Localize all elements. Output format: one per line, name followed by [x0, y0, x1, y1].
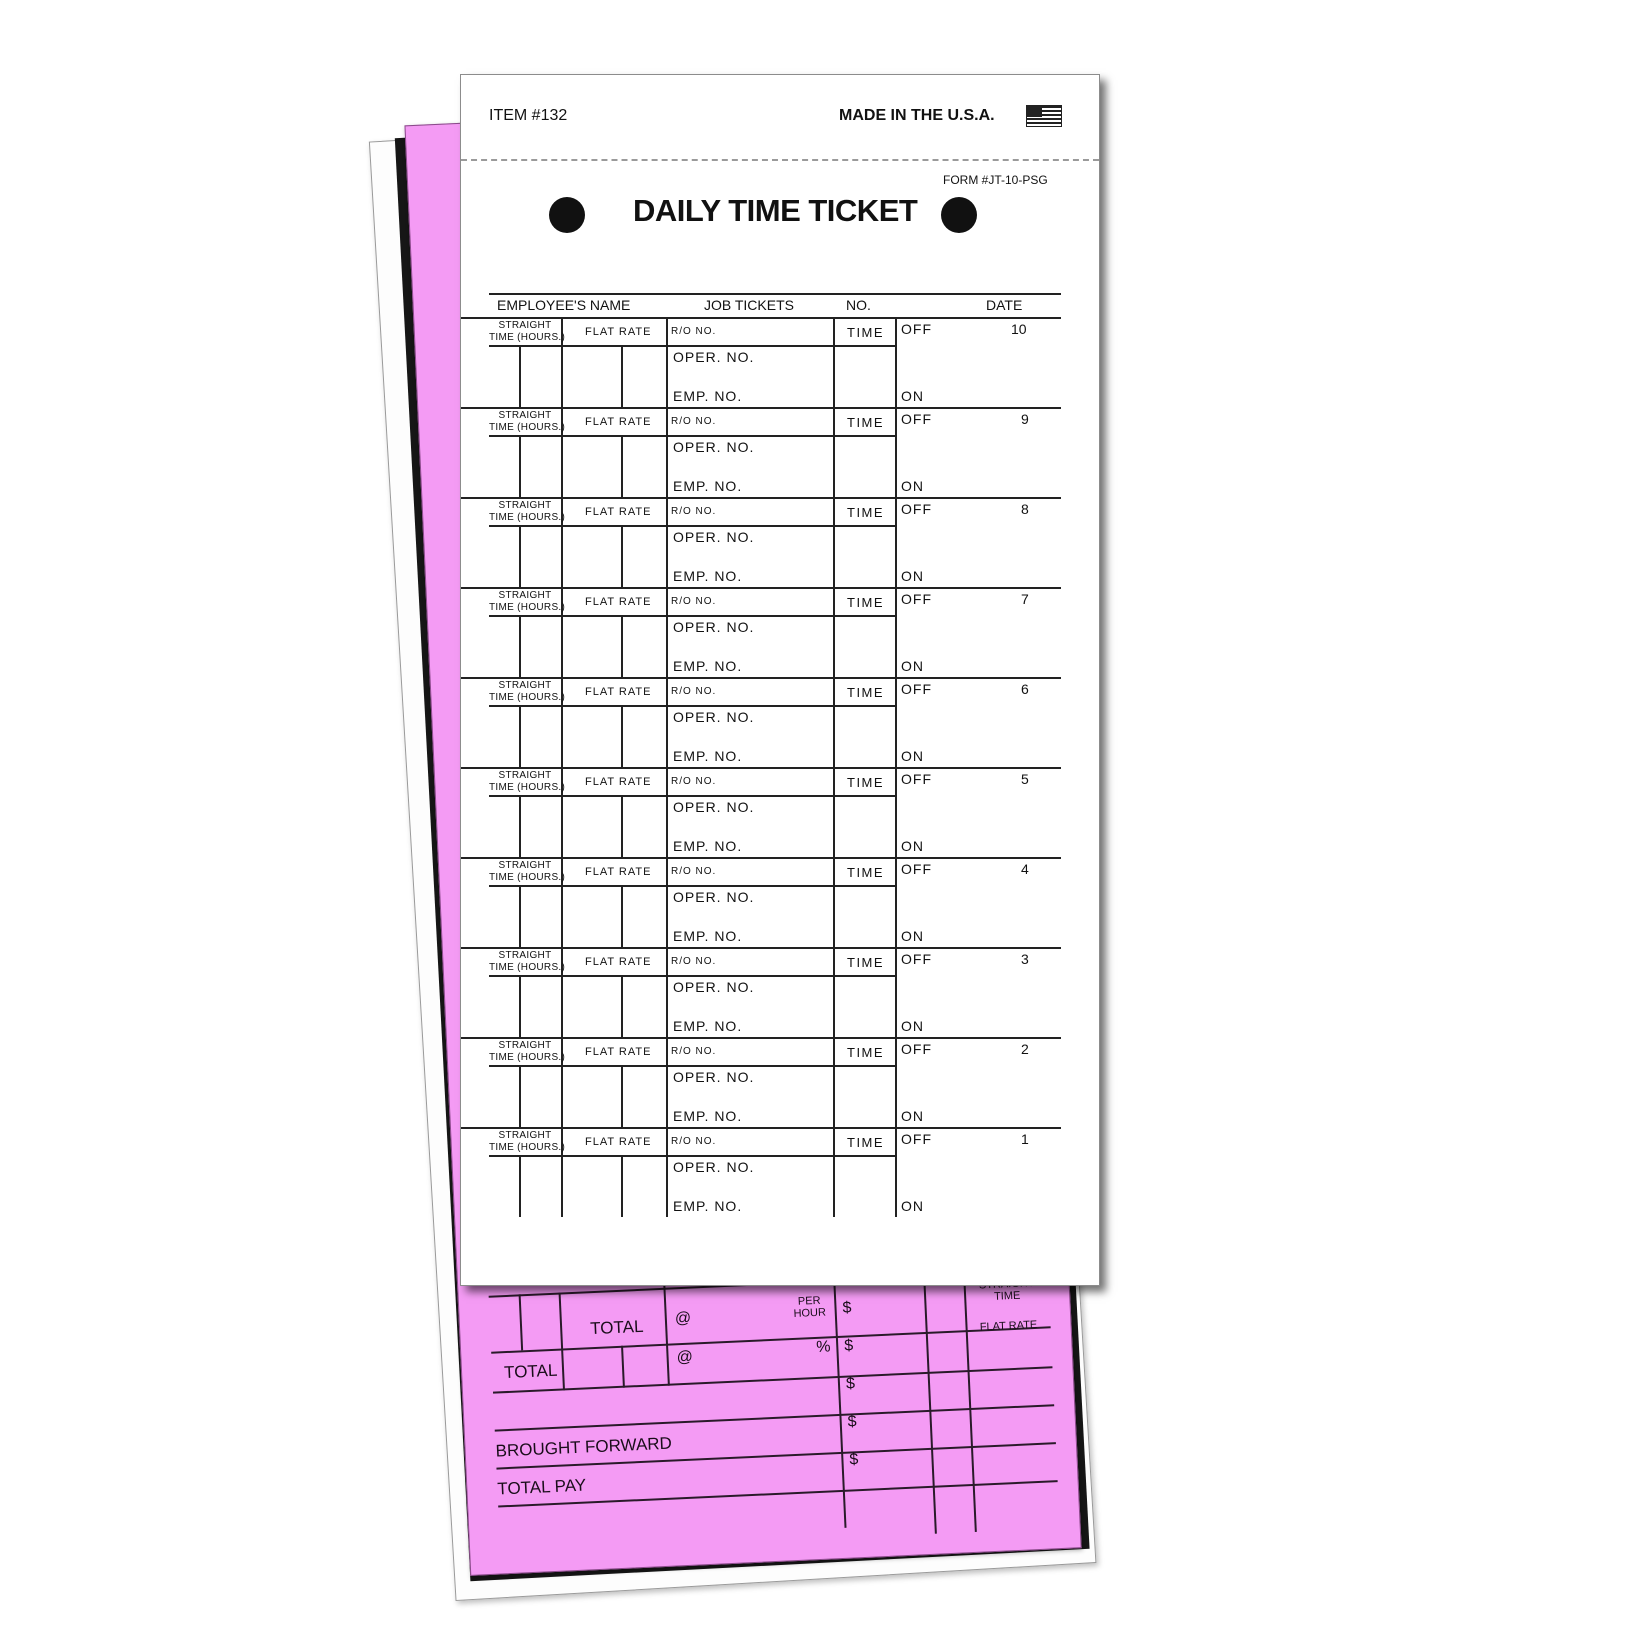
row-divider [895, 1127, 897, 1217]
col-employee-name: EMPLOYEE'S NAME [497, 297, 631, 313]
straight-time-label [489, 590, 566, 614]
straight-label-line2: TIME (HOURS.) [489, 332, 566, 343]
row-subdivider [519, 1065, 521, 1127]
pink-percent: % [815, 1338, 831, 1356]
item-number: ITEM #132 [489, 107, 568, 124]
row-subdivider [519, 885, 521, 947]
on-label: ON [901, 838, 924, 854]
time-label: TIME [847, 955, 885, 970]
form-number: FORM #JT-10-PSG [943, 173, 1048, 187]
row-top-rule [461, 497, 1061, 499]
flat-rate-label: FLAT RATE [585, 506, 652, 518]
us-flag-icon [1026, 105, 1062, 127]
flat-rate-label: FLAT RATE [585, 1046, 652, 1058]
off-label: OFF [901, 591, 932, 607]
row-divider [833, 587, 835, 677]
row-subdivider [519, 435, 521, 497]
emp-no-label: EMP. NO. [673, 1198, 743, 1214]
ticket-number: 2 [1021, 1041, 1029, 1057]
pink-total-1: TOTAL [589, 1316, 644, 1339]
time-label: TIME [847, 1135, 885, 1150]
row-divider [561, 767, 563, 857]
row-top-rule [461, 587, 1061, 589]
row-subdivider [621, 435, 623, 497]
on-label: ON [901, 658, 924, 674]
row-top-rule [461, 317, 1061, 319]
ro-no-label: R/O NO. [671, 1136, 717, 1147]
oper-no-label: OPER. NO. [673, 709, 755, 725]
row-divider [561, 1127, 563, 1217]
off-label: OFF [901, 411, 932, 427]
flat-rate-label: FLAT RATE [585, 956, 652, 968]
row-subdivider [519, 525, 521, 587]
pink-at-2: @ [676, 1348, 694, 1367]
row-divider [666, 317, 668, 407]
row-divider [833, 407, 835, 497]
straight-time-label [489, 500, 566, 524]
straight-time-label [489, 950, 566, 974]
made-in-usa: MADE IN THE U.S.A. [839, 107, 995, 124]
off-label: OFF [901, 951, 932, 967]
on-label: ON [901, 1108, 924, 1124]
row-divider [895, 497, 897, 587]
ro-no-label: R/O NO. [671, 866, 717, 877]
row-divider [833, 1127, 835, 1217]
straight-time-label [489, 770, 566, 794]
time-label: TIME [847, 505, 885, 520]
row-subdivider [519, 345, 521, 407]
straight-label-line1: STRAIGHT [498, 770, 552, 781]
row-divider [895, 317, 897, 407]
perforation-line [461, 159, 1099, 161]
off-label: OFF [901, 321, 932, 337]
ticket-number: 6 [1021, 681, 1029, 697]
off-label: OFF [901, 1131, 932, 1147]
straight-label-line1: STRAIGHT [498, 1040, 552, 1051]
row-divider [833, 767, 835, 857]
row-subdivider [621, 525, 623, 587]
off-label: OFF [901, 1041, 932, 1057]
row-divider [895, 767, 897, 857]
row-subdivider [621, 1155, 623, 1217]
straight-time-label [489, 320, 566, 344]
on-label: ON [901, 748, 924, 764]
row-divider [895, 407, 897, 497]
row-subdivider [519, 705, 521, 767]
row-divider [666, 677, 668, 767]
straight-label-line1: STRAIGHT [498, 500, 552, 511]
straight-label-line1: STRAIGHT [498, 590, 552, 601]
row-subdivider [621, 975, 623, 1037]
straight-label-line2: TIME (HOURS.) [489, 872, 566, 883]
straight-time-label [489, 1040, 566, 1064]
straight-time-label [489, 1130, 566, 1154]
off-label: OFF [901, 681, 932, 697]
emp-no-label: EMP. NO. [673, 478, 743, 494]
col-date: DATE [986, 297, 1023, 313]
oper-no-label: OPER. NO. [673, 889, 755, 905]
straight-label-line2: TIME (HOURS.) [489, 1142, 566, 1153]
row-subdivider [519, 615, 521, 677]
row-divider [895, 857, 897, 947]
straight-time-label [489, 680, 566, 704]
row-divider [561, 1037, 563, 1127]
flat-rate-label: FLAT RATE [585, 686, 652, 698]
straight-label-line1: STRAIGHT [498, 320, 552, 331]
straight-label-line2: TIME (HOURS.) [489, 422, 566, 433]
row-divider [895, 1037, 897, 1127]
pink-straight-time: TIME [993, 1289, 1021, 1303]
row-divider [561, 407, 563, 497]
flat-rate-label: FLAT RATE [585, 1136, 652, 1148]
col-job-tickets: JOB TICKETS [704, 297, 794, 313]
straight-label-line2: TIME (HOURS.) [489, 782, 566, 793]
row-divider [561, 497, 563, 587]
pink-dollar-3: $ [845, 1375, 856, 1393]
row-top-rule [461, 677, 1061, 679]
straight-time-label [489, 410, 566, 434]
flat-rate-label: FLAT RATE [585, 776, 652, 788]
col-no: NO. [846, 297, 871, 313]
row-divider [666, 587, 668, 677]
pink-dollar-1: $ [842, 1299, 852, 1317]
row-top-rule [461, 1127, 1061, 1129]
emp-no-label: EMP. NO. [673, 1018, 743, 1034]
off-label: OFF [901, 771, 932, 787]
ticket-number: 5 [1021, 771, 1029, 787]
time-ticket-sheet [460, 74, 1100, 1286]
ticket-number: 4 [1021, 861, 1029, 877]
ro-no-label: R/O NO. [671, 956, 717, 967]
ro-no-label: R/O NO. [671, 506, 717, 517]
emp-no-label: EMP. NO. [673, 568, 743, 584]
emp-no-label: EMP. NO. [673, 658, 743, 674]
pink-at-1: @ [674, 1309, 692, 1328]
time-label: TIME [847, 865, 885, 880]
row-subdivider [519, 795, 521, 857]
oper-no-label: OPER. NO. [673, 619, 755, 635]
oper-no-label: OPER. NO. [673, 529, 755, 545]
row-subdivider [519, 1155, 521, 1217]
row-subdivider [621, 705, 623, 767]
straight-label-line1: STRAIGHT [498, 950, 552, 961]
form-title: DAILY TIME TICKET [633, 193, 918, 228]
oper-no-label: OPER. NO. [673, 349, 755, 365]
straight-label-line1: STRAIGHT [498, 680, 552, 691]
row-divider [561, 317, 563, 407]
ro-no-label: R/O NO. [671, 416, 717, 427]
time-label: TIME [847, 1045, 885, 1060]
on-label: ON [901, 1018, 924, 1034]
ro-no-label: R/O NO. [671, 686, 717, 697]
ticket-number: 10 [1011, 321, 1027, 337]
flat-rate-label: FLAT RATE [585, 866, 652, 878]
ticket-number: 7 [1021, 591, 1029, 607]
row-divider [895, 677, 897, 767]
ro-no-label: R/O NO. [671, 776, 717, 787]
row-divider [833, 857, 835, 947]
row-divider [561, 677, 563, 767]
row-top-rule [461, 947, 1061, 949]
row-divider [666, 767, 668, 857]
punch-hole-left [549, 197, 585, 233]
pink-total-pay: TOTAL PAY [496, 1475, 587, 1499]
straight-label-line1: STRAIGHT [498, 1130, 552, 1141]
pink-total-2: TOTAL [503, 1360, 558, 1383]
punch-hole-right [941, 197, 977, 233]
straight-label-line2: TIME (HOURS.) [489, 512, 566, 523]
ro-no-label: R/O NO. [671, 326, 717, 337]
row-top-rule [461, 767, 1061, 769]
off-label: OFF [901, 501, 932, 517]
row-divider [833, 677, 835, 767]
row-subdivider [621, 345, 623, 407]
row-subdivider [621, 795, 623, 857]
row-subdivider [621, 615, 623, 677]
time-label: TIME [847, 325, 885, 340]
row-divider [666, 497, 668, 587]
row-divider [833, 497, 835, 587]
ro-no-label: R/O NO. [671, 1046, 717, 1057]
oper-no-label: OPER. NO. [673, 439, 755, 455]
ticket-number: 1 [1021, 1131, 1029, 1147]
on-label: ON [901, 928, 924, 944]
straight-time-label [489, 860, 566, 884]
row-top-rule [461, 1037, 1061, 1039]
row-divider [561, 857, 563, 947]
emp-no-label: EMP. NO. [673, 748, 743, 764]
oper-no-label: OPER. NO. [673, 799, 755, 815]
pink-dollar-5: $ [849, 1451, 859, 1469]
row-top-rule [461, 407, 1061, 409]
emp-no-label: EMP. NO. [673, 1108, 743, 1124]
flat-rate-label: FLAT RATE [585, 596, 652, 608]
row-subdivider [519, 975, 521, 1037]
pink-flat-rate: FLAT RATE [979, 1318, 1038, 1334]
row-divider [666, 857, 668, 947]
row-subdivider [621, 885, 623, 947]
row-top-rule [461, 857, 1061, 859]
on-label: ON [901, 568, 924, 584]
row-divider [833, 947, 835, 1037]
ro-no-label: R/O NO. [671, 596, 717, 607]
row-divider [666, 407, 668, 497]
straight-label-line2: TIME (HOURS.) [489, 602, 566, 613]
pink-brought-forward: BROUGHT FORWARD [495, 1433, 673, 1461]
emp-no-label: EMP. NO. [673, 838, 743, 854]
off-label: OFF [901, 861, 932, 877]
time-label: TIME [847, 775, 885, 790]
row-divider [561, 587, 563, 677]
row-divider [833, 317, 835, 407]
straight-label-line2: TIME (HOURS.) [489, 1052, 566, 1063]
emp-no-label: EMP. NO. [673, 928, 743, 944]
pink-dollar-2: $ [843, 1337, 854, 1355]
straight-label-line1: STRAIGHT [498, 410, 552, 421]
ticket-number: 9 [1021, 411, 1029, 427]
emp-no-label: EMP. NO. [673, 388, 743, 404]
flat-rate-label: FLAT RATE [585, 416, 652, 428]
ticket-number: 8 [1021, 501, 1029, 517]
pink-dollar-4: $ [847, 1413, 858, 1431]
row-divider [666, 947, 668, 1037]
row-divider [666, 1037, 668, 1127]
time-label: TIME [847, 415, 885, 430]
time-label: TIME [847, 595, 885, 610]
on-label: ON [901, 388, 924, 404]
oper-no-label: OPER. NO. [673, 1069, 755, 1085]
oper-no-label: OPER. NO. [673, 979, 755, 995]
pink-per-hour: PER HOUR [793, 1294, 827, 1320]
ticket-number: 3 [1021, 951, 1029, 967]
time-label: TIME [847, 685, 885, 700]
row-divider [666, 1127, 668, 1217]
on-label: ON [901, 1198, 924, 1214]
straight-label-line2: TIME (HOURS.) [489, 962, 566, 973]
straight-label-line2: TIME (HOURS.) [489, 692, 566, 703]
row-divider [895, 947, 897, 1037]
row-divider [895, 587, 897, 677]
flat-rate-label: FLAT RATE [585, 326, 652, 338]
row-divider [561, 947, 563, 1037]
oper-no-label: OPER. NO. [673, 1159, 755, 1175]
row-subdivider [621, 1065, 623, 1127]
straight-label-line1: STRAIGHT [498, 860, 552, 871]
on-label: ON [901, 478, 924, 494]
row-divider [833, 1037, 835, 1127]
